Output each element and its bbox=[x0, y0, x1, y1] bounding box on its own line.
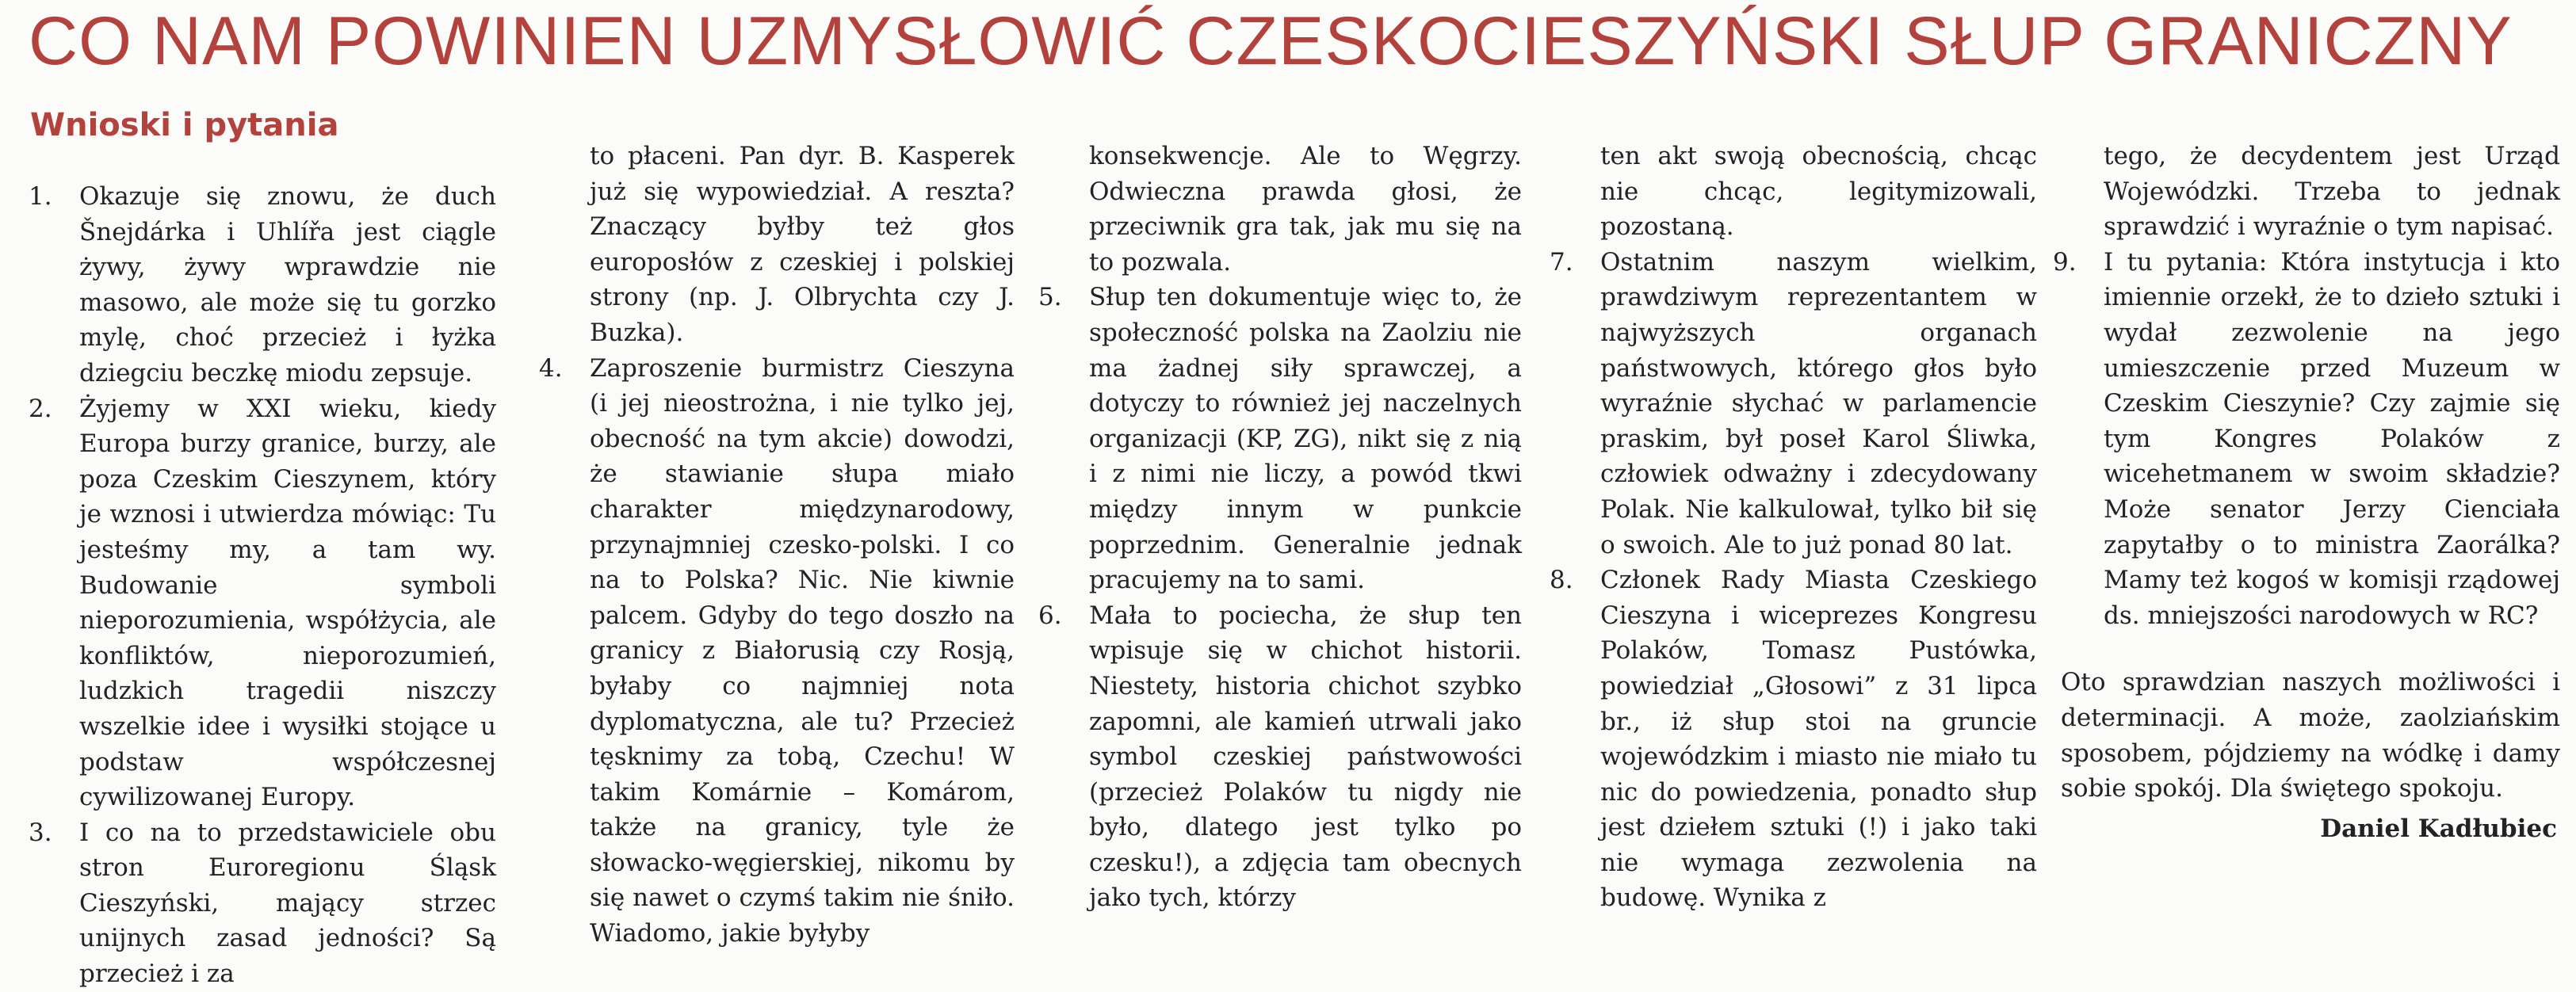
list-number: 2. bbox=[29, 394, 52, 423]
author-signature: Daniel Kadłubiec bbox=[2320, 814, 2557, 843]
list-item-9 bbox=[2053, 245, 2560, 634]
article-headline: CO NAM POWINIEN UZMYSŁOWIĆ CZESKOCIESZYŃSKI SŁUP GRANICZNY bbox=[29, 3, 2513, 79]
list-item-4 bbox=[539, 351, 1015, 952]
list-item-6 bbox=[1038, 598, 1522, 916]
list-item-text: ten akt swoją obecnością, chcąc nie chcąc, legitymizowali, pozostaną. bbox=[1600, 142, 2037, 242]
list-item-4-continued bbox=[1038, 139, 1522, 280]
list-item-3-continued bbox=[539, 139, 1015, 351]
list-item-8-continued bbox=[2053, 139, 2560, 245]
list-item-text: I co na to przedstawiciele obu stron Euroregionu Śląsk Cieszyński, mający strzec unijnych zasad jedności? Są przecież i za bbox=[79, 818, 496, 989]
list-item-2 bbox=[29, 391, 496, 815]
text-column-2 bbox=[539, 139, 1015, 952]
list-item-5 bbox=[1038, 280, 1522, 597]
list-number: 3. bbox=[29, 818, 52, 847]
list-item-6-continued bbox=[1550, 139, 2037, 245]
list-number: 1. bbox=[29, 182, 52, 211]
list-item-8 bbox=[1550, 563, 2037, 916]
list-item-text: tego, że decydentem jest Urząd Wojewódzki. Trzeba to jednak sprawdzić i wyraźnie o tym napisać. bbox=[2104, 142, 2560, 242]
list-item-3 bbox=[29, 815, 496, 992]
list-item-text: Członek Rady Miasta Czeskiego Cieszyna i wiceprezes Kongresu Polaków, Tomasz Pustówka, powiedział „Głosowi” z 31 lipca br., iż słup stoi na gruncie wojewódzkim i miasto nie miało tu nic do powiedzenia, ponadto słup jest dziełem sztuki (!) i jako taki nie wymaga zezwolenia na budowę. Wynika z bbox=[1600, 566, 2037, 913]
list-item-text: Ostatnim naszym wielkim, prawdziwym reprezentantem w najwyższych organach państwowych, którego głos było wyraźnie słychać w parlamencie praskim, był poseł Karol Śliwka, człowiek odważny i zdecydowany Polak. Nie kalkulował, tylko bił się o swoich. Ale to już ponad 80 lat. bbox=[1600, 247, 2037, 559]
section-subhead: Wnioski i pytania bbox=[30, 107, 339, 143]
list-item-text: Słup ten dokumentuje więc to, że społeczność polska na Zaolziu nie ma żadnej siły sprawczej, a dotyczy to również jej naczelnych organizacji (KP, ZG), nikt się z nią i z nimi nie liczy, a powód tkwi między innym w punkcie poprzednim. Generalnie jednak pracujemy na to sami. bbox=[1089, 283, 1522, 595]
list-item-text: Okazuje się znowu, że duch Šnejdárka i Uhlířa jest ciągle żywy, żywy wprawdzie nie masowo, ale może się tu gorzko mylę, choć przecież i łyżka dziegciu beczkę miodu zepsuje. bbox=[79, 182, 496, 387]
list-number: 5. bbox=[1038, 283, 1062, 312]
text-column-5 bbox=[2053, 139, 2560, 846]
list-number: 6. bbox=[1038, 601, 1062, 630]
list-item-1 bbox=[29, 179, 496, 391]
list-item-text: Zaproszenie burmistrz Cieszyna (i jej nieostrożna, i nie tylko jej, obecność na tym akcie) dowodzi, że stawianie słupa miało charakter międzynarodowy, przynajmniej czesko-polski. I co na to Polska? Nic. Nie kiwnie palcem. Gdyby do tego doszło na granicy z Białorusią czy Rosją, byłaby co najmniej nota dyplomatyczna, ale tu? Przecież tęsknimy za tobą, Czechu! W takim Komárnie – Komárom, także na granicy, tyle że słowacko-węgierskiej, nikomu by się nawet o czymś takim nie śniło. Wiadomo, jakie byłyby bbox=[590, 353, 1015, 948]
text-column-3 bbox=[1038, 139, 1522, 916]
list-number: 4. bbox=[539, 353, 563, 383]
text-column-1 bbox=[29, 179, 496, 992]
list-number: 7. bbox=[1550, 247, 1573, 277]
list-number: 9. bbox=[2053, 247, 2077, 277]
list-item-text: konsekwencje. Ale to Węgrzy. Odwieczna prawda głosi, że przeciwnik gra tak, jak mu się na to pozwala. bbox=[1089, 142, 1522, 277]
list-number: 8. bbox=[1550, 566, 1573, 595]
list-item-text: Mała to pociecha, że słup ten wpisuje się w chichot historii. Niestety, historia chichot szybko zapomni, ale kamień utrwali jako symbol czeskiej państwowości (przecież Polaków tu nigdy nie było, dlatego jest tylko po czesku!), a zdjęcia tam obecnych jako tych, którzy bbox=[1089, 601, 1522, 913]
list-item-7 bbox=[1550, 245, 2037, 563]
closing-paragraph: Oto sprawdzian naszych możliwości i determinacji. A może, zaolziańskim sposobem, pójdziemy na wódkę i damy sobie spokój. Dla świętego spokoju. bbox=[2061, 668, 2560, 803]
text-column-4 bbox=[1550, 139, 2037, 916]
list-item-text: I tu pytania: Która instytucja i kto imiennie orzekł, że to dzieło sztuki i wydał zezwolenie na jego umieszczenie przed Muzeum w Czeskim Cieszynie? Czy zajmie się tym Kongres Polaków z wicehetmanem w swoim składzie? Może senator Jerzy Cienciała zapytałby o to ministra Zaorálka? Mamy też kogoś w komisji rządowej ds. mniejszości narodowych w RC? bbox=[2104, 247, 2560, 630]
list-item-text: Żyjemy w XXI wieku, kiedy Europa burzy granice, burzy, ale poza Czeskim Cieszynem, który je wznosi i utwierdza mówiąc: Tu jesteśmy my, a tam wy. Budowanie symboli nieporozumienia, współżycia, ale konfliktów, nieporozumień, ludzkich tragedii niszczy wszelkie idee i wysiłki stojące u podstaw współczesnej cywilizowanej Europy. bbox=[79, 394, 496, 812]
list-item-text: to płaceni. Pan dyr. B. Kasperek już się wypowiedział. A reszta? Znaczący byłby też głos europosłów z czeskiej i polskiej strony (np. J. Olbrychta czy J. Buzka). bbox=[590, 142, 1015, 347]
